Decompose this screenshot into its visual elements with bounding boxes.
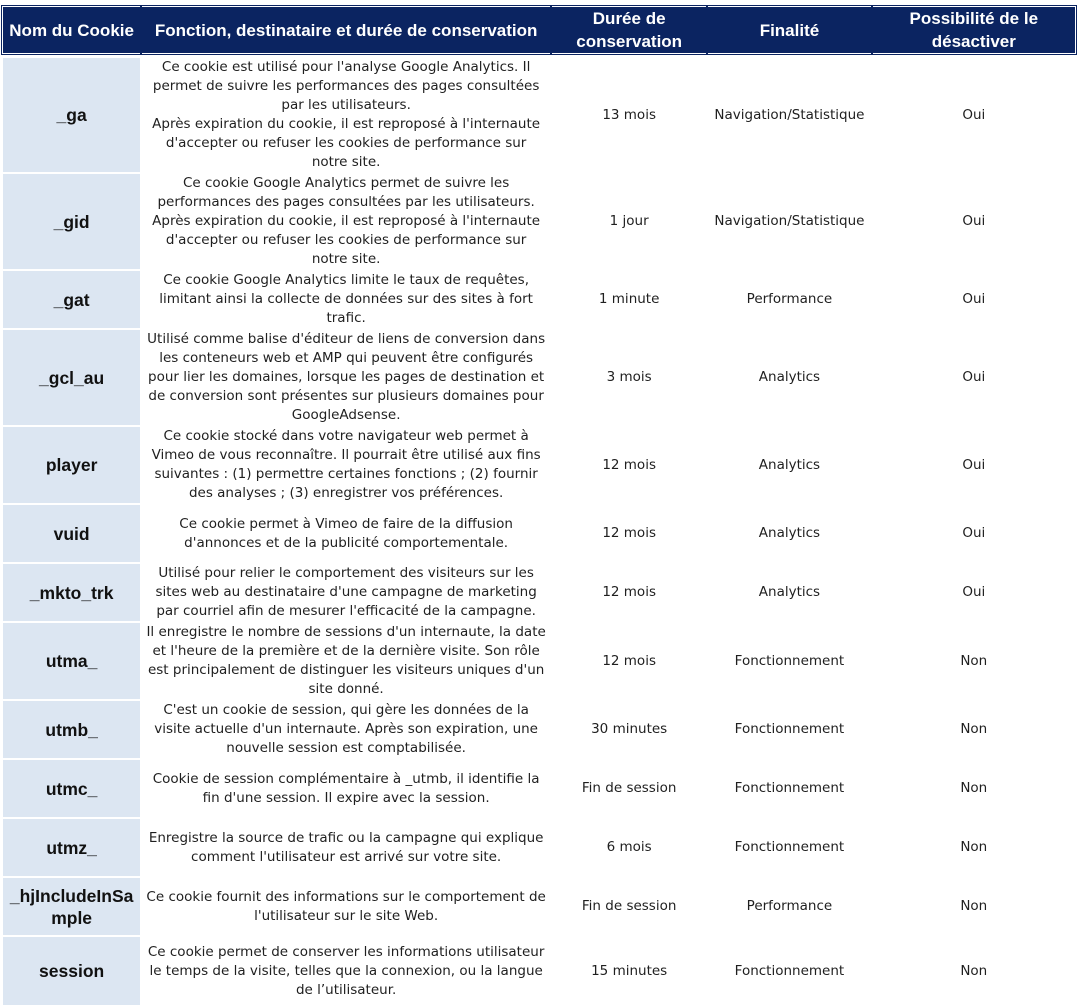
cookie-table bbox=[1, 5, 1077, 1007]
cookie-purpose-cell: Fonctionnement bbox=[734, 839, 845, 855]
cookie-purpose-cell: Performance bbox=[746, 291, 833, 307]
cookie-function-cell: Ce cookie permet de conserver les informations utilisateur le temps de la visite, telles que la connexion, ou la langue de l’utilisateur. bbox=[147, 943, 545, 998]
table-row bbox=[3, 937, 1075, 1005]
cookie-name-cell: player bbox=[3, 427, 140, 503]
cookie-function-cell: Ce cookie Google Analytics limite le taux de requêtes, limitant ainsi la collecte de données sur des sites à fort trafic. bbox=[159, 272, 533, 326]
cookie-disable-cell: Oui bbox=[962, 369, 986, 385]
cookie-duration-cell: 30 minutes bbox=[591, 721, 668, 737]
cookie-duration-cell: 13 mois bbox=[602, 106, 656, 123]
header-spacer bbox=[3, 55, 1075, 56]
cookie-purpose-cell: Analytics bbox=[758, 369, 821, 385]
table-row bbox=[3, 623, 1075, 699]
table-row bbox=[3, 58, 1075, 172]
spacer-cell bbox=[3, 55, 1075, 56]
cookie-duration-cell: 12 mois bbox=[602, 584, 656, 600]
cookie-function-cell: Cookie de session complémentaire à _utmb, il identifie la fin d'une session. Il expire avec la session. bbox=[152, 770, 540, 806]
cookie-name-cell: utmz_ bbox=[3, 819, 140, 876]
cookie-purpose-cell: Fonctionnement bbox=[734, 652, 845, 669]
table-body bbox=[3, 58, 1075, 1005]
cookie-function-cell: Ce cookie Google Analytics permet de suivre les performances des pages consultées par les utilisateurs. Après expiration du cookie, il est reproposé à l'internaute d'accepter ou refuser les cookies de performance sur notre site. bbox=[152, 175, 541, 267]
cookie-name-cell: vuid bbox=[3, 505, 140, 562]
header-purpose: Finalité bbox=[708, 7, 870, 53]
cookie-duration-cell: 1 jour bbox=[609, 213, 649, 229]
table-header bbox=[3, 7, 1075, 56]
header-row bbox=[3, 7, 1075, 53]
cookie-name-cell: utmb_ bbox=[3, 701, 140, 758]
table-row bbox=[3, 878, 1075, 935]
cookie-name-cell: _hjIncludeInSample bbox=[3, 878, 140, 935]
table-row bbox=[3, 701, 1075, 758]
cookie-name-cell: _gcl_au bbox=[3, 330, 140, 425]
cookie-disable-cell: Oui bbox=[962, 291, 986, 307]
cookie-function-cell: Enregistre la source de trafic ou la campagne qui explique comment l'utilisateur est arrivé sur votre site. bbox=[148, 829, 544, 865]
table-row bbox=[3, 271, 1075, 328]
cookie-disable-cell: Non bbox=[960, 839, 988, 855]
header-disable: Possibilité de le désactiver bbox=[873, 7, 1075, 53]
cookie-name-cell: utmc_ bbox=[3, 760, 140, 817]
cookie-duration-cell: 12 mois bbox=[602, 456, 656, 473]
cookie-duration-cell: 15 minutes bbox=[591, 962, 668, 979]
cookie-disable-cell: Non bbox=[960, 721, 988, 737]
cookie-name-cell: _ga bbox=[3, 58, 140, 172]
cookie-function-cell: Ce cookie permet à Vimeo de faire de la diffusion d'annonces et de la publicité comportementale. bbox=[179, 515, 513, 551]
cookie-duration-cell: Fin de session bbox=[581, 780, 677, 796]
cookie-disable-cell: Non bbox=[960, 652, 988, 669]
header-name: Nom du Cookie bbox=[3, 7, 140, 53]
cookie-name-cell: session bbox=[3, 937, 140, 1005]
cookie-function-cell: Utilisé comme balise d'éditeur de liens de conversion dans les conteneurs web et AMP qui peuvent être configurés pour lier les domaines, lorsque les pages de destination et de conversion sont présentes sur plusieurs domaines pour GoogleAdsense. bbox=[147, 331, 546, 423]
cookie-disable-cell: Non bbox=[960, 962, 988, 979]
table-row bbox=[3, 427, 1075, 503]
cookie-disable-cell: Oui bbox=[962, 106, 986, 123]
cookie-purpose-cell: Navigation/Statistique bbox=[714, 106, 865, 123]
cookie-function-cell: Utilisé pour relier le comportement des visiteurs sur les sites web au destinataire d'une campagne de marketing par courriel afin de mesurer l'efficacité de la campagne. bbox=[155, 565, 537, 619]
cookie-disable-cell: Non bbox=[960, 898, 988, 914]
cookie-disable-cell: Non bbox=[960, 780, 988, 796]
cookie-name-cell: _mkto_trk bbox=[3, 564, 140, 621]
table-row bbox=[3, 760, 1075, 817]
header-duration: Durée de conservation bbox=[552, 7, 706, 53]
cookie-duration-cell: 1 minute bbox=[598, 291, 660, 307]
cookie-purpose-cell: Fonctionnement bbox=[734, 962, 845, 979]
cookie-purpose-cell: Analytics bbox=[758, 456, 821, 473]
cookie-function-cell: Il enregistre le nombre de sessions d'un internaute, la date et l'heure de la première et de la dernière visite. Son rôle est principalement de distinguer les visiteurs uniques d'un site donné. bbox=[146, 624, 546, 697]
header-function: Fonction, destinataire et durée de conservation bbox=[142, 7, 550, 53]
cookie-function-cell: Ce cookie fournit des informations sur le comportement de l'utilisateur sur le site Web. bbox=[146, 888, 546, 924]
cookie-function-cell: Ce cookie est utilisé pour l'analyse Google Analytics. Il permet de suivre les performances des pages consultées par les utilisateurs. Après expiration du cookie, il est reproposé à l'internaute d'accepter ou refuser les cookies de performance sur notre site. bbox=[152, 59, 541, 170]
cookie-purpose-cell: Performance bbox=[746, 898, 833, 914]
table-row bbox=[3, 174, 1075, 269]
table-row bbox=[3, 330, 1075, 425]
cookie-purpose-cell: Analytics bbox=[758, 584, 821, 600]
cookie-function-cell: Ce cookie stocké dans votre navigateur web permet à Vimeo de vous reconnaître. Il pourrait être utilisé aux fins suivantes : (1) permettre certaines fonctions ; (2) fournir des analyses ; (3) enregistrer vos préférences. bbox=[151, 428, 541, 501]
cookie-disable-cell: Oui bbox=[962, 584, 986, 600]
cookie-duration-cell: 12 mois bbox=[602, 525, 656, 541]
table-row bbox=[3, 819, 1075, 876]
cookie-purpose-cell: Fonctionnement bbox=[734, 780, 845, 796]
table-row bbox=[3, 564, 1075, 621]
table-row bbox=[3, 505, 1075, 562]
cookie-purpose-cell: Navigation/Statistique bbox=[714, 213, 865, 229]
cookie-function-cell: C'est un cookie de session, qui gère les données de la visite actuelle d'un internaute. Après son expiration, une nouvelle session est comptabilisée. bbox=[154, 702, 538, 756]
cookie-purpose-cell: Fonctionnement bbox=[734, 721, 845, 737]
cookie-duration-cell: Fin de session bbox=[581, 898, 677, 914]
cookie-name-cell: _gid bbox=[3, 174, 140, 269]
cookie-disable-cell: Oui bbox=[962, 213, 986, 229]
cookie-name-cell: _gat bbox=[3, 271, 140, 328]
cookie-name-cell: utma_ bbox=[3, 623, 140, 699]
cookie-duration-cell: 12 mois bbox=[602, 652, 656, 669]
cookie-disable-cell: Oui bbox=[962, 456, 986, 473]
cookie-purpose-cell: Analytics bbox=[758, 525, 821, 541]
cookie-duration-cell: 3 mois bbox=[606, 369, 652, 385]
cookie-disable-cell: Oui bbox=[962, 525, 986, 541]
cookie-duration-cell: 6 mois bbox=[606, 839, 652, 855]
